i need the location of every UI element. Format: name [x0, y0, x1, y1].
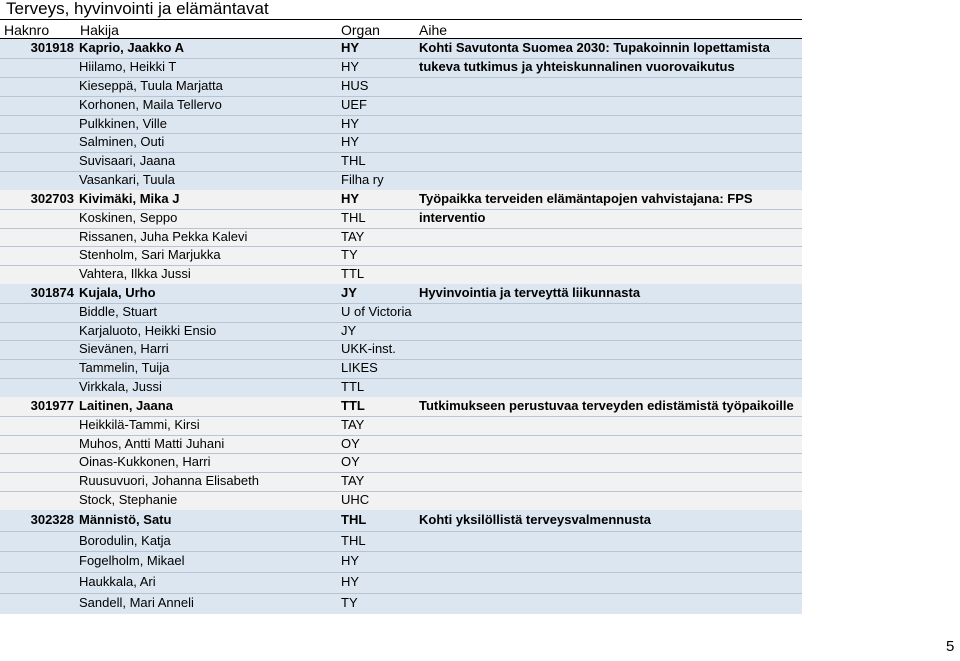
topic-text: Hyvinvointia ja terveyttä liikunnasta — [419, 285, 641, 300]
header-aihe: Aihe — [419, 22, 448, 38]
organisation: THL — [341, 209, 366, 225]
applicant-name: Salminen, Outi — [79, 134, 165, 150]
row-separator — [0, 551, 802, 552]
table-row — [0, 77, 802, 96]
applicant-name: Biddle, Stuart — [79, 303, 158, 319]
lead-applicant-name: Kivimäki, Mika J — [79, 191, 180, 206]
row-separator — [0, 77, 802, 78]
organisation: HY — [341, 191, 360, 206]
row-separator — [0, 115, 802, 116]
applicant-name: Vasankari, Tuula — [79, 172, 175, 188]
organisation: THL — [341, 512, 367, 527]
table-row — [0, 228, 802, 247]
applicant-name: Haukkala, Ari — [79, 574, 156, 590]
topic-text: tukeva tutkimus ja yhteiskunnalinen vuorovaikutus — [419, 58, 735, 74]
table-row — [0, 133, 802, 152]
row-separator — [0, 303, 802, 304]
applicant-name: Virkkala, Jussi — [79, 379, 162, 395]
row-separator — [0, 378, 802, 379]
organisation: UEF — [341, 96, 367, 112]
organisation: UKK-inst. — [341, 341, 396, 357]
table-row — [0, 435, 802, 454]
organisation: Filha ry — [341, 172, 384, 188]
table-row — [0, 284, 802, 303]
applicant-name: Stock, Stephanie — [79, 492, 178, 508]
organisation: HY — [341, 574, 360, 590]
row-separator — [0, 453, 802, 454]
table-row — [0, 340, 802, 359]
table-row — [0, 359, 802, 378]
organisation: OY — [341, 435, 360, 451]
table-row — [0, 209, 802, 228]
row-separator — [0, 416, 802, 417]
row-separator — [0, 171, 802, 172]
table-row — [0, 491, 802, 510]
applicant-name: Sievänen, Harri — [79, 341, 169, 357]
applicant-name: Suvisaari, Jaana — [79, 153, 176, 169]
page-title: Terveys, hyvinvointi ja elämäntavat — [6, 0, 269, 18]
table-row — [0, 453, 802, 472]
applicant-name: Muhos, Antti Matti Juhani — [79, 435, 225, 451]
row-separator — [0, 359, 802, 360]
applicant-name: Kieseppä, Tuula Marjatta — [79, 77, 223, 93]
table-row — [0, 152, 802, 171]
applicant-name: Korhonen, Maila Tellervo — [79, 96, 222, 112]
table-row — [0, 510, 802, 531]
table-row — [0, 397, 802, 416]
organisation: TTL — [341, 266, 365, 282]
row-separator — [0, 228, 802, 229]
applicant-name: Sandell, Mari Anneli — [79, 594, 194, 610]
applicant-name: Koskinen, Seppo — [79, 209, 178, 225]
organisation: THL — [341, 153, 366, 169]
lead-applicant-name: Männistö, Satu — [79, 512, 172, 527]
row-separator — [0, 531, 802, 532]
application-number: 301918 — [30, 40, 74, 55]
organisation: JY — [341, 322, 357, 338]
organisation: TY — [341, 594, 358, 610]
table-row — [0, 96, 802, 115]
title-divider — [0, 19, 802, 20]
applicant-name: Ruusuvuori, Johanna Elisabeth — [79, 473, 259, 489]
organisation: HY — [341, 115, 360, 131]
row-separator — [0, 491, 802, 492]
organisation: TAY — [341, 416, 365, 432]
header-haknro: Haknro — [4, 22, 50, 38]
table-row — [0, 572, 802, 593]
organisation: HY — [341, 553, 360, 569]
row-separator — [0, 572, 802, 573]
applicant-name: Vahtera, Ilkka Jussi — [79, 266, 191, 282]
table-row — [0, 246, 802, 265]
organisation: UHC — [341, 492, 370, 508]
topic-text: interventio — [419, 209, 486, 225]
table-row — [0, 171, 802, 190]
row-separator — [0, 246, 802, 247]
row-separator — [0, 322, 802, 323]
lead-applicant-name: Kujala, Urho — [79, 285, 156, 300]
row-separator — [0, 340, 802, 341]
organisation: U of Victoria — [341, 303, 412, 319]
row-separator — [0, 265, 802, 266]
organisation: TAY — [341, 473, 365, 489]
topic-text: Kohti yksilöllistä terveysvalmennusta — [419, 512, 651, 527]
organisation: THL — [341, 532, 366, 548]
application-number: 302703 — [30, 191, 74, 206]
applicant-name: Pulkkinen, Ville — [79, 115, 167, 131]
applicant-name: Rissanen, Juha Pekka Kalevi — [79, 228, 248, 244]
lead-applicant-name: Kaprio, Jaakko A — [79, 40, 185, 55]
organisation: TTL — [341, 379, 365, 395]
row-separator — [0, 435, 802, 436]
page-number: 5 — [946, 638, 955, 655]
table-row — [0, 115, 802, 134]
header-organ: Organ — [341, 22, 380, 38]
application-number: 301977 — [30, 398, 74, 413]
organisation: HY — [341, 58, 360, 74]
applicant-name: Stenholm, Sari Marjukka — [79, 247, 221, 263]
table-row — [0, 58, 802, 77]
table-row — [0, 551, 802, 572]
organisation: LIKES — [341, 360, 378, 376]
table-row — [0, 39, 802, 58]
organisation: HY — [341, 134, 360, 150]
table-row — [0, 593, 802, 614]
row-separator — [0, 593, 802, 594]
table-row — [0, 322, 802, 341]
row-separator — [0, 209, 802, 210]
applicant-name: Oinas-Kukkonen, Harri — [79, 454, 211, 470]
application-number: 302328 — [30, 512, 74, 527]
organisation: TAY — [341, 228, 365, 244]
table-row — [0, 416, 802, 435]
row-separator — [0, 472, 802, 473]
organisation: OY — [341, 454, 360, 470]
header-hakija: Hakija — [80, 22, 119, 38]
applicant-name: Heikkilä-Tammi, Kirsi — [79, 416, 200, 432]
table-row — [0, 190, 802, 209]
table-row — [0, 265, 802, 284]
applicant-name: Tammelin, Tuija — [79, 360, 170, 376]
organisation: HY — [341, 40, 360, 55]
table-row — [0, 531, 802, 552]
row-separator — [0, 152, 802, 153]
organisation: HUS — [341, 77, 369, 93]
topic-text: Tutkimukseen perustuvaa terveyden edistämistä työpaikoille — [419, 398, 794, 413]
organisation: TY — [341, 247, 358, 263]
row-separator — [0, 133, 802, 134]
applicant-name: Borodulin, Katja — [79, 532, 171, 548]
applicant-name: Hiilamo, Heikki T — [79, 58, 177, 74]
application-number: 301874 — [30, 285, 74, 300]
organisation: TTL — [341, 398, 365, 413]
table-row — [0, 303, 802, 322]
topic-text: Kohti Savutonta Suomea 2030: Tupakoinnin lopettamista — [419, 40, 770, 55]
row-separator — [0, 96, 802, 97]
applicant-name: Karjaluoto, Heikki Ensio — [79, 322, 217, 338]
row-separator — [0, 58, 802, 59]
table-row — [0, 378, 802, 397]
table-row — [0, 472, 802, 491]
organisation: JY — [341, 285, 357, 300]
topic-text: Työpaikka terveiden elämäntapojen vahvistajana: FPS — [419, 191, 753, 206]
lead-applicant-name: Laitinen, Jaana — [79, 398, 173, 413]
applicant-name: Fogelholm, Mikael — [79, 553, 185, 569]
